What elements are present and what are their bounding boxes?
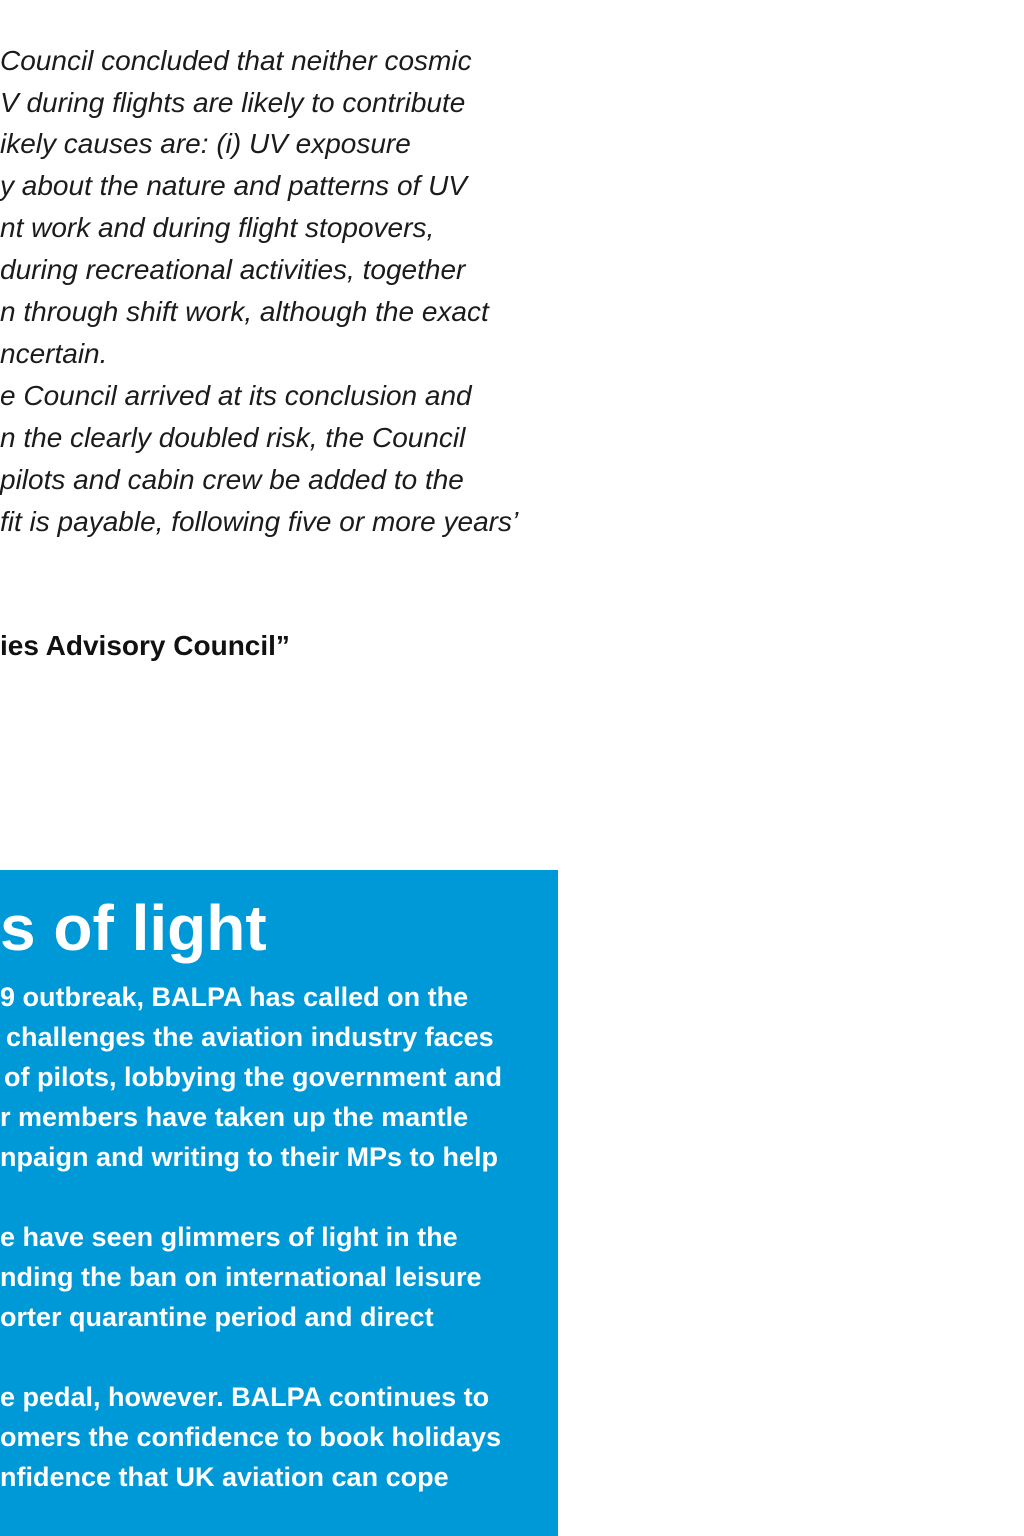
callout-line: 9 outbreak, BALPA has called on the — [0, 982, 469, 1012]
quote-line: fit is payable, following five or more years’ — [0, 506, 519, 537]
quote-line: during recreational activities, together — [0, 254, 466, 285]
callout-line: nding the ban on international leisure — [0, 1262, 482, 1292]
quote-line: y about the nature and patterns of UV — [0, 170, 467, 201]
callout-line: e have seen glimmers of light in the — [0, 1222, 458, 1252]
callout-line: nfidence that UK aviation can cope — [0, 1462, 449, 1492]
callout-line: of pilots, lobbying the government and — [4, 1062, 502, 1092]
quote-line: pilots and cabin crew be added to the — [0, 464, 464, 495]
callout-line: npaign and writing to their MPs to help — [0, 1142, 498, 1172]
callout-line: omers the confidence to book holidays — [0, 1422, 502, 1452]
quote-line: ncertain. — [0, 338, 108, 369]
quote-line: Council concluded that neither cosmic — [0, 45, 472, 76]
quote-attribution: ies Advisory Council” — [0, 630, 290, 661]
quote-line: nt work and during flight stopovers, — [0, 212, 435, 243]
quote-line: n through shift work, although the exact — [0, 296, 489, 327]
quote-line: n the clearly doubled risk, the Council — [0, 422, 466, 453]
callout-line: orter quarantine period and direct — [0, 1302, 434, 1332]
callout-heading: s of light — [0, 892, 267, 964]
callout-line: challenges the aviation industry faces — [6, 1022, 494, 1052]
callout-line: r members have taken up the mantle — [0, 1102, 469, 1132]
callout-line: e pedal, however. BALPA continues to — [0, 1382, 490, 1412]
quote-line: ikely causes are: (i) UV exposure — [0, 128, 411, 159]
quote-line: V during flights are likely to contribute — [0, 87, 466, 118]
quote-line: e Council arrived at its conclusion and — [0, 380, 472, 411]
